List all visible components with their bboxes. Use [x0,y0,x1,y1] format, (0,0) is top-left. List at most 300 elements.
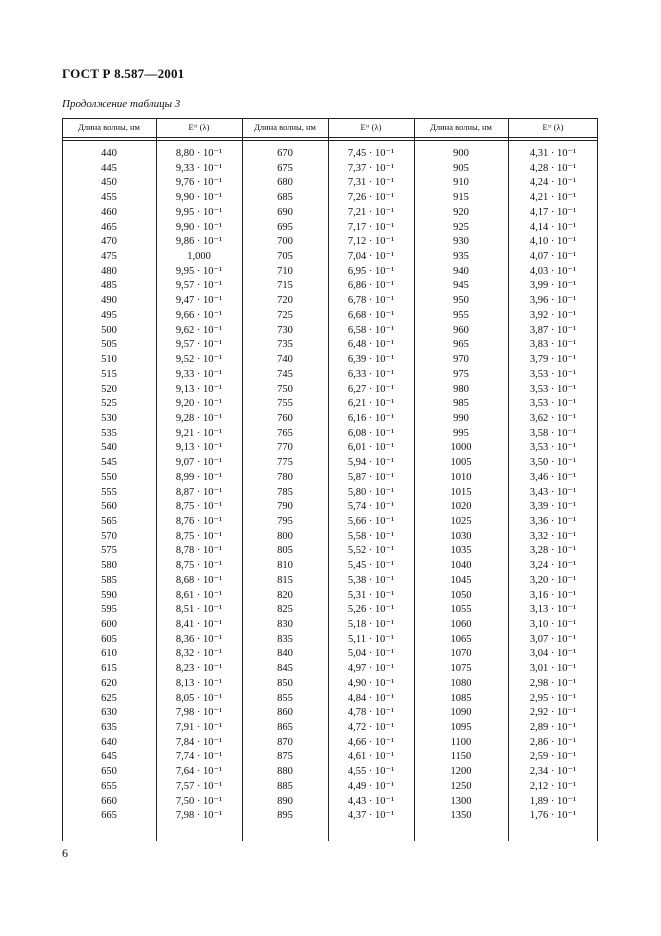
irradiance-cell: 2,12 · 10⁻¹ [529,780,577,792]
table-row [62,206,598,221]
wavelength-cell: 1010 [450,471,472,483]
irradiance-cell: 7,98 · 10⁻¹ [175,707,223,719]
irradiance-cell: 1,76 · 10⁻¹ [529,810,577,822]
irradiance-cell: 1,89 · 10⁻¹ [529,795,577,807]
irradiance-cell: 4,43 · 10⁻¹ [347,795,395,807]
irradiance-cell: 5,87 · 10⁻¹ [347,471,395,483]
wavelength-cell: 900 [453,148,469,159]
wavelength-cell: 775 [277,457,293,469]
table-row [62,265,598,280]
wavelength-cell: 635 [101,722,117,734]
wavelength-cell: 840 [277,648,293,660]
wavelength-cell: 1075 [450,663,472,675]
irradiance-cell: 3,28 · 10⁻¹ [529,545,577,557]
table-row [62,809,598,824]
irradiance-cell: 7,04 · 10⁻¹ [347,251,395,263]
wavelength-cell: 575 [101,545,117,557]
irradiance-cell: 4,31 · 10⁻¹ [529,148,577,159]
irradiance-cell: 6,08 · 10⁻¹ [347,427,395,439]
irradiance-cell: 7,98 · 10⁻¹ [175,810,223,822]
wavelength-cell: 865 [277,722,293,734]
wavelength-cell: 645 [101,751,117,763]
table-row [62,603,598,618]
table-row [62,279,598,294]
column-header-wavelength: Длина волны, нм [430,122,492,132]
wavelength-cell: 755 [277,398,293,410]
wavelength-cell: 1035 [450,545,472,557]
wavelength-cell: 915 [453,192,469,204]
wavelength-cell: 960 [453,324,469,336]
wavelength-cell: 530 [101,412,117,424]
irradiance-cell: 4,55 · 10⁻¹ [347,766,395,778]
table-row [62,162,598,177]
irradiance-cell: 9,62 · 10⁻¹ [175,324,223,336]
irradiance-cell: 4,84 · 10⁻¹ [347,692,395,704]
page-number: 6 [62,846,68,860]
irradiance-cell: 2,59 · 10⁻¹ [529,751,577,763]
wavelength-cell: 885 [277,780,293,792]
wavelength-cell: 565 [101,515,117,527]
wavelength-cell: 585 [101,574,117,586]
wavelength-cell: 1045 [450,574,472,586]
irradiance-cell: 4,21 · 10⁻¹ [529,192,577,204]
irradiance-cell: 2,98 · 10⁻¹ [529,677,577,689]
irradiance-cell: 4,03 · 10⁻¹ [529,265,577,277]
irradiance-cell: 4,97 · 10⁻¹ [347,663,395,675]
irradiance-cell: 3,04 · 10⁻¹ [529,648,577,660]
wavelength-cell: 870 [277,736,293,748]
wavelength-cell: 770 [277,442,293,454]
wavelength-cell: 1065 [450,633,472,645]
wavelength-cell: 1090 [450,707,472,719]
irradiance-cell: 4,07 · 10⁻¹ [529,251,577,263]
irradiance-cell: 8,05 · 10⁻¹ [175,692,223,704]
wavelength-cell: 1080 [450,677,472,689]
spectral-table [62,118,598,841]
table-body [62,147,598,824]
wavelength-cell: 1095 [450,722,472,734]
irradiance-cell: 5,11 · 10⁻¹ [348,633,394,645]
table-row [62,618,598,633]
table-row [62,750,598,765]
irradiance-cell: 5,26 · 10⁻¹ [347,604,395,616]
wavelength-cell: 1100 [450,736,472,748]
wavelength-cell: 455 [101,192,117,204]
irradiance-cell: 9,13 · 10⁻¹ [175,442,223,454]
wavelength-cell: 570 [101,530,117,542]
wavelength-cell: 620 [101,677,117,689]
table-row [62,765,598,780]
irradiance-cell: 8,78 · 10⁻¹ [175,545,223,557]
irradiance-cell: 3,10 · 10⁻¹ [529,619,577,630]
irradiance-cell: 6,86 · 10⁻¹ [347,280,395,292]
table-row [62,647,598,662]
irradiance-cell: 3,32 · 10⁻¹ [529,530,577,542]
column-header-irradiance: Eᶜᵗ (λ) [188,122,210,132]
irradiance-cell: 6,27 · 10⁻¹ [347,383,395,395]
wavelength-cell: 895 [277,810,293,822]
irradiance-cell: 6,95 · 10⁻¹ [347,265,395,277]
table-row [62,250,598,265]
irradiance-cell: 3,13 · 10⁻¹ [529,604,577,616]
wavelength-cell: 825 [277,604,293,616]
table-row [62,294,598,309]
table-row [62,427,598,442]
wavelength-cell: 730 [277,324,293,336]
table-row [62,456,598,471]
irradiance-cell: 3,43 · 10⁻¹ [529,486,577,498]
irradiance-cell: 4,78 · 10⁻¹ [347,707,395,719]
wavelength-cell: 550 [101,471,117,483]
irradiance-cell: 5,31 · 10⁻¹ [347,589,395,601]
irradiance-cell: 5,52 · 10⁻¹ [347,545,395,557]
irradiance-cell: 8,41 · 10⁻¹ [175,619,223,630]
irradiance-cell: 5,74 · 10⁻¹ [347,501,395,513]
wavelength-cell: 680 [277,177,293,189]
wavelength-cell: 990 [453,412,469,424]
wavelength-cell: 685 [277,192,293,204]
wavelength-cell: 470 [101,236,117,248]
wavelength-cell: 800 [277,530,293,542]
table-row [62,515,598,530]
irradiance-cell: 9,52 · 10⁻¹ [175,354,223,366]
irradiance-cell: 3,99 · 10⁻¹ [529,280,577,292]
wavelength-cell: 650 [101,766,117,778]
irradiance-cell: 9,95 · 10⁻¹ [175,265,223,277]
wavelength-cell: 940 [453,265,469,277]
irradiance-cell: 9,57 · 10⁻¹ [175,339,223,351]
wavelength-cell: 695 [277,221,293,233]
wavelength-cell: 625 [101,692,117,704]
irradiance-cell: 7,17 · 10⁻¹ [347,221,395,233]
wavelength-cell: 1015 [450,486,472,498]
wavelength-cell: 505 [101,339,117,351]
wavelength-cell: 475 [101,251,117,263]
wavelength-cell: 590 [101,589,117,601]
irradiance-cell: 5,45 · 10⁻¹ [347,560,395,572]
table-row [62,486,598,501]
wavelength-cell: 485 [101,280,117,292]
wavelength-cell: 1070 [450,648,472,660]
wavelength-cell: 660 [101,795,117,807]
irradiance-cell: 8,13 · 10⁻¹ [175,677,223,689]
irradiance-cell: 3,50 · 10⁻¹ [529,457,577,469]
wavelength-cell: 1060 [450,619,472,630]
wavelength-cell: 795 [277,515,293,527]
irradiance-cell: 4,10 · 10⁻¹ [529,236,577,248]
wavelength-cell: 1150 [450,751,472,763]
wavelength-cell: 655 [101,780,117,792]
irradiance-cell: 3,16 · 10⁻¹ [529,589,577,601]
column-header-irradiance: Eᶜᵗ (λ) [542,122,564,132]
table-row [62,574,598,589]
wavelength-cell: 930 [453,236,469,248]
irradiance-cell: 3,53 · 10⁻¹ [529,368,577,380]
column-header-wavelength: Длина волны, нм [254,122,316,132]
wavelength-cell: 595 [101,604,117,616]
wavelength-cell: 820 [277,589,293,601]
irradiance-cell: 8,87 · 10⁻¹ [175,486,223,498]
irradiance-cell: 5,66 · 10⁻¹ [347,515,395,527]
irradiance-cell: 4,90 · 10⁻¹ [347,677,395,689]
irradiance-cell: 7,45 · 10⁻¹ [347,148,395,159]
irradiance-cell: 3,53 · 10⁻¹ [529,398,577,410]
irradiance-cell: 1,000 [187,251,211,263]
wavelength-cell: 450 [101,177,117,189]
irradiance-cell: 6,33 · 10⁻¹ [347,368,395,380]
irradiance-cell: 4,28 · 10⁻¹ [529,162,577,174]
irradiance-cell: 3,96 · 10⁻¹ [529,295,577,307]
table-row [62,677,598,692]
irradiance-cell: 6,01 · 10⁻¹ [347,442,395,454]
irradiance-cell: 9,47 · 10⁻¹ [175,295,223,307]
wavelength-cell: 490 [101,295,117,307]
irradiance-cell: 9,33 · 10⁻¹ [175,162,223,174]
wavelength-cell: 1350 [450,810,472,822]
irradiance-cell: 2,92 · 10⁻¹ [529,707,577,719]
wavelength-cell: 535 [101,427,117,439]
irradiance-cell: 3,83 · 10⁻¹ [529,339,577,351]
irradiance-cell: 3,01 · 10⁻¹ [529,663,577,675]
wavelength-cell: 1085 [450,692,472,704]
irradiance-cell: 9,76 · 10⁻¹ [175,177,223,189]
irradiance-cell: 2,86 · 10⁻¹ [529,736,577,748]
wavelength-cell: 1000 [450,442,472,454]
irradiance-cell: 3,07 · 10⁻¹ [529,633,577,645]
wavelength-cell: 445 [101,162,117,174]
wavelength-cell: 1030 [450,530,472,542]
irradiance-cell: 9,13 · 10⁻¹ [175,383,223,395]
wavelength-cell: 850 [277,677,293,689]
wavelength-cell: 440 [101,148,117,159]
table-row [62,309,598,324]
wavelength-cell: 805 [277,545,293,557]
header-rule-2 [62,140,598,141]
column-header-irradiance: Eᶜᵗ (λ) [360,122,382,132]
irradiance-cell: 6,48 · 10⁻¹ [347,339,395,351]
wavelength-cell: 1200 [450,766,472,778]
irradiance-cell: 2,34 · 10⁻¹ [529,766,577,778]
irradiance-cell: 7,26 · 10⁻¹ [347,192,395,204]
wavelength-cell: 500 [101,324,117,336]
wavelength-cell: 1055 [450,604,472,616]
wavelength-cell: 890 [277,795,293,807]
irradiance-cell: 6,68 · 10⁻¹ [347,309,395,321]
irradiance-cell: 9,33 · 10⁻¹ [175,368,223,380]
table-row [62,176,598,191]
wavelength-cell: 965 [453,339,469,351]
irradiance-cell: 8,68 · 10⁻¹ [175,574,223,586]
irradiance-cell: 7,84 · 10⁻¹ [175,736,223,748]
wavelength-cell: 630 [101,707,117,719]
wavelength-cell: 860 [277,707,293,719]
column-header-wavelength: Длина волны, нм [78,122,140,132]
wavelength-cell: 735 [277,339,293,351]
table-row [62,662,598,677]
irradiance-cell: 9,95 · 10⁻¹ [175,206,223,218]
wavelength-cell: 740 [277,354,293,366]
wavelength-cell: 720 [277,295,293,307]
wavelength-cell: 1025 [450,515,472,527]
table-row [62,221,598,236]
wavelength-cell: 1005 [450,457,472,469]
table-row [62,397,598,412]
wavelength-cell: 880 [277,766,293,778]
irradiance-cell: 3,46 · 10⁻¹ [529,471,577,483]
wavelength-cell: 1250 [450,780,472,792]
irradiance-cell: 9,07 · 10⁻¹ [175,457,223,469]
irradiance-cell: 4,49 · 10⁻¹ [347,780,395,792]
table-row [62,706,598,721]
wavelength-cell: 905 [453,162,469,174]
irradiance-cell: 4,17 · 10⁻¹ [529,206,577,218]
irradiance-cell: 8,75 · 10⁻¹ [175,530,223,542]
irradiance-cell: 8,99 · 10⁻¹ [175,471,223,483]
document-header: ГОСТ Р 8.587—2001 [62,66,185,81]
wavelength-cell: 995 [453,427,469,439]
irradiance-cell: 4,37 · 10⁻¹ [347,810,395,822]
wavelength-cell: 955 [453,309,469,321]
irradiance-cell: 5,58 · 10⁻¹ [347,530,395,542]
irradiance-cell: 8,61 · 10⁻¹ [175,589,223,601]
irradiance-cell: 3,24 · 10⁻¹ [529,560,577,572]
irradiance-cell: 6,58 · 10⁻¹ [347,324,395,336]
irradiance-cell: 9,57 · 10⁻¹ [175,280,223,292]
irradiance-cell: 3,20 · 10⁻¹ [529,574,577,586]
wavelength-cell: 1300 [450,795,472,807]
irradiance-cell: 5,18 · 10⁻¹ [347,619,395,630]
table-row [62,338,598,353]
wavelength-cell: 790 [277,501,293,513]
wavelength-cell: 745 [277,368,293,380]
table-row [62,795,598,810]
table-row [62,736,598,751]
irradiance-cell: 3,79 · 10⁻¹ [529,354,577,366]
table-row [62,559,598,574]
wavelength-cell: 510 [101,354,117,366]
wavelength-cell: 925 [453,221,469,233]
irradiance-cell: 4,61 · 10⁻¹ [347,751,395,763]
irradiance-cell: 3,92 · 10⁻¹ [529,309,577,321]
wavelength-cell: 605 [101,633,117,645]
wavelength-cell: 725 [277,309,293,321]
irradiance-cell: 8,32 · 10⁻¹ [175,648,223,660]
irradiance-cell: 8,76 · 10⁻¹ [175,515,223,527]
table-caption: Продолжение таблицы 3 [62,98,181,110]
wavelength-cell: 845 [277,663,293,675]
irradiance-cell: 9,20 · 10⁻¹ [175,398,223,410]
wavelength-cell: 560 [101,501,117,513]
wavelength-cell: 945 [453,280,469,292]
irradiance-cell: 7,91 · 10⁻¹ [175,722,223,734]
table-row [62,235,598,250]
wavelength-cell: 610 [101,648,117,660]
table-row [62,500,598,515]
irradiance-cell: 6,39 · 10⁻¹ [347,354,395,366]
wavelength-cell: 495 [101,309,117,321]
irradiance-cell: 6,16 · 10⁻¹ [347,412,395,424]
wavelength-cell: 780 [277,471,293,483]
wavelength-cell: 1050 [450,589,472,601]
irradiance-cell: 3,87 · 10⁻¹ [529,324,577,336]
wavelength-cell: 950 [453,295,469,307]
table-row [62,368,598,383]
irradiance-cell: 9,66 · 10⁻¹ [175,309,223,321]
irradiance-cell: 8,36 · 10⁻¹ [175,633,223,645]
irradiance-cell: 3,39 · 10⁻¹ [529,501,577,513]
irradiance-cell: 3,36 · 10⁻¹ [529,515,577,527]
irradiance-cell: 5,38 · 10⁻¹ [347,574,395,586]
irradiance-cell: 3,58 · 10⁻¹ [529,427,577,439]
wavelength-cell: 875 [277,751,293,763]
wavelength-cell: 810 [277,560,293,572]
irradiance-cell: 3,62 · 10⁻¹ [529,412,577,424]
wavelength-cell: 640 [101,736,117,748]
table-row [62,383,598,398]
irradiance-cell: 5,80 · 10⁻¹ [347,486,395,498]
irradiance-cell: 6,78 · 10⁻¹ [347,295,395,307]
irradiance-cell: 2,95 · 10⁻¹ [529,692,577,704]
wavelength-cell: 785 [277,486,293,498]
table-row [62,412,598,427]
irradiance-cell: 9,86 · 10⁻¹ [175,236,223,248]
wavelength-cell: 980 [453,383,469,395]
irradiance-cell: 4,72 · 10⁻¹ [347,722,395,734]
wavelength-cell: 985 [453,398,469,410]
irradiance-cell: 6,21 · 10⁻¹ [347,398,395,410]
wavelength-cell: 835 [277,633,293,645]
irradiance-cell: 9,90 · 10⁻¹ [175,192,223,204]
wavelength-cell: 580 [101,560,117,572]
irradiance-cell: 7,12 · 10⁻¹ [347,236,395,248]
wavelength-cell: 855 [277,692,293,704]
table-row [62,530,598,545]
irradiance-cell: 5,94 · 10⁻¹ [347,457,395,469]
wavelength-cell: 540 [101,442,117,454]
irradiance-cell: 8,75 · 10⁻¹ [175,501,223,513]
table-row [62,441,598,456]
irradiance-cell: 4,14 · 10⁻¹ [529,221,577,233]
irradiance-cell: 7,31 · 10⁻¹ [347,177,395,189]
table-row [62,147,598,162]
irradiance-cell: 8,80 · 10⁻¹ [175,148,223,159]
irradiance-cell: 9,90 · 10⁻¹ [175,221,223,233]
wavelength-cell: 670 [277,148,293,159]
irradiance-cell: 3,53 · 10⁻¹ [529,383,577,395]
irradiance-cell: 7,57 · 10⁻¹ [175,780,223,792]
wavelength-cell: 970 [453,354,469,366]
irradiance-cell: 7,64 · 10⁻¹ [175,766,223,778]
wavelength-cell: 460 [101,206,117,218]
table-row [62,633,598,648]
wavelength-cell: 665 [101,810,117,822]
table-row [62,353,598,368]
irradiance-cell: 9,28 · 10⁻¹ [175,412,223,424]
irradiance-cell: 4,66 · 10⁻¹ [347,736,395,748]
wavelength-cell: 700 [277,236,293,248]
wavelength-cell: 935 [453,251,469,263]
irradiance-cell: 8,51 · 10⁻¹ [175,604,223,616]
wavelength-cell: 760 [277,412,293,424]
wavelength-cell: 675 [277,162,293,174]
irradiance-cell: 8,23 · 10⁻¹ [175,663,223,675]
irradiance-cell: 7,21 · 10⁻¹ [347,206,395,218]
wavelength-cell: 705 [277,251,293,263]
irradiance-cell: 7,74 · 10⁻¹ [175,751,223,763]
wavelength-cell: 465 [101,221,117,233]
table-row [62,589,598,604]
wavelength-cell: 520 [101,383,117,395]
